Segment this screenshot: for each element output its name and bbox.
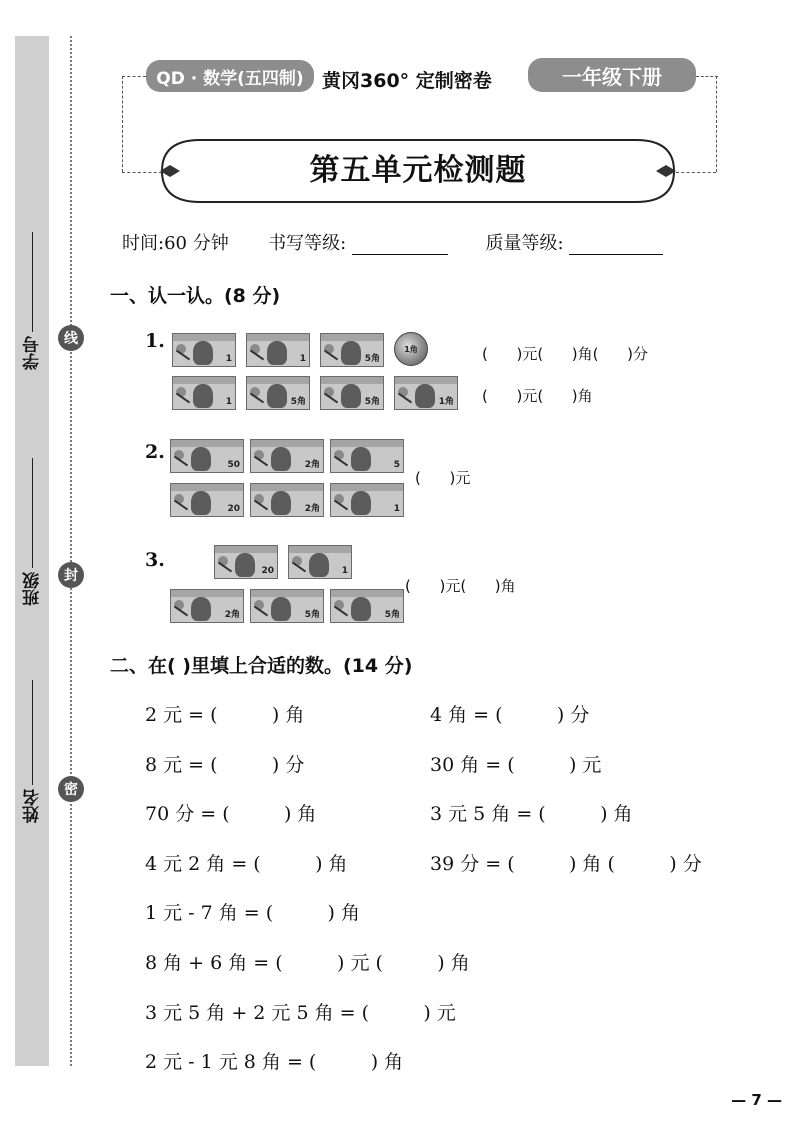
grade-pill: 一年级下册 [528, 58, 696, 92]
fill-blank-equation[interactable]: 3 元 5 角 + 2 元 5 角 = ( ) 元 [145, 1001, 456, 1024]
fill-blank-equation[interactable]: 3 元 5 角 = ( ) 角 [430, 803, 633, 826]
banknote-value: 5 [393, 460, 400, 470]
banknote-value: 1 [225, 397, 232, 407]
q1-number: 1. [145, 330, 165, 352]
banknote-image [246, 333, 310, 367]
name-line [32, 680, 33, 785]
header-dash-left-vertical [122, 76, 123, 172]
banknote-value: 1 [225, 354, 232, 364]
coin-value: 1角 [404, 344, 418, 354]
header-dash-left-bottom [122, 172, 162, 173]
banknote-image [250, 439, 324, 473]
banknote-value: 50 [227, 460, 240, 470]
banknote-image [320, 333, 384, 367]
q2-answer[interactable]: ( )元 [415, 469, 471, 487]
seal-mark-dense: 密 [58, 776, 84, 802]
student-id-field[interactable] [15, 232, 49, 370]
q2-number: 2. [145, 441, 165, 463]
banknote-image [170, 483, 244, 517]
fill-blank-equation[interactable]: 4 元 2 角 = ( ) 角 [145, 852, 348, 875]
banknote-value: 2角 [304, 460, 320, 470]
writing-grade-label: 书写等级: [268, 233, 347, 254]
cut-line [70, 36, 72, 1066]
banknote-value: 20 [261, 566, 274, 576]
banknote-value: 2角 [304, 504, 320, 514]
q1-row1-answer[interactable]: ( )元( )角( )分 [482, 345, 648, 363]
q3-answer[interactable]: ( )元( )角 [405, 577, 516, 595]
time-label: 时间:60 分钟 [122, 233, 229, 254]
seal-mark-seal: 封 [58, 562, 84, 588]
fill-blank-equation[interactable]: 2 元 - 1 元 8 角 = ( ) 角 [145, 1051, 404, 1074]
banknote-image [394, 376, 458, 410]
banknote-value: 5角 [364, 354, 380, 364]
seal-mark-line: 线 [58, 325, 84, 351]
banknote-value: 1 [341, 566, 348, 576]
fill-blank-equation[interactable]: 8 角 + 6 角 = ( ) 元 ( ) 角 [145, 952, 470, 974]
fill-blank-equation[interactable]: 1 元 - 7 角 = ( ) 角 [145, 902, 360, 925]
meta-line [122, 229, 663, 255]
banknote-image [288, 545, 352, 579]
brand-text: 黄冈360° 定制密卷 [322, 70, 492, 92]
banknote-value: 5角 [384, 610, 400, 620]
banknote-image [170, 439, 244, 473]
fill-blank-equation[interactable]: 2 元 = ( ) 角 [145, 704, 305, 726]
banknote-value: 5角 [364, 397, 380, 407]
banknote-image [330, 483, 404, 517]
banknote-image [250, 483, 324, 517]
fill-blank-equation[interactable]: 4 角 = ( ) 分 [430, 704, 590, 726]
series-pill: QD · 数学(五四制) [146, 60, 314, 92]
banknote-value: 1 [299, 354, 306, 364]
fill-blank-equation[interactable]: 8 元 = ( ) 分 [145, 753, 305, 776]
banknote-value: 20 [227, 504, 240, 514]
banknote-image [250, 589, 324, 623]
section2-heading: 二、在( )里填上合适的数。(14 分) [110, 655, 413, 677]
header-dash-right [696, 76, 718, 77]
class-label: 班级 [22, 572, 43, 606]
writing-grade-blank[interactable] [352, 234, 448, 255]
name-label: 姓名 [22, 789, 43, 823]
banknote-value: 2角 [224, 610, 240, 620]
header-dash-right-bottom [676, 172, 716, 173]
banknote-value: 1角 [438, 397, 454, 407]
student-id-label: 学号 [22, 336, 43, 370]
page-title: 第五单元检测题 [309, 153, 527, 188]
fill-blank-equation[interactable]: 39 分 = ( ) 角 ( ) 分 [430, 852, 702, 875]
class-line [32, 458, 33, 568]
banknote-image [330, 589, 404, 623]
banknote-value: 1 [393, 504, 400, 514]
banknote-image [246, 376, 310, 410]
quality-grade-label: 质量等级: [485, 233, 564, 254]
banknote-value: 5角 [304, 610, 320, 620]
student-id-line [32, 232, 33, 332]
banknote-image [330, 439, 404, 473]
banknote-image [320, 376, 384, 410]
fill-blank-equation[interactable]: 70 分 = ( ) 角 [145, 803, 317, 826]
page-number: — 7 — [731, 1091, 782, 1109]
banknote-value: 5角 [290, 397, 306, 407]
section1-heading: 一、认一认。(8 分) [110, 285, 281, 307]
quality-grade-blank[interactable] [569, 234, 663, 255]
fill-blank-equation[interactable]: 30 角 = ( ) 元 [430, 753, 602, 776]
header-dash-left [122, 76, 146, 77]
banknote-image [172, 333, 236, 367]
coin-image [394, 332, 428, 366]
name-field[interactable] [15, 680, 49, 823]
banknote-image [214, 545, 278, 579]
class-field[interactable] [15, 458, 49, 606]
banknote-image [172, 376, 236, 410]
banknote-image [170, 589, 244, 623]
header-dash-right-vertical [716, 76, 717, 172]
q1-row2-answer[interactable]: ( )元( )角 [482, 387, 593, 405]
q3-number: 3. [145, 549, 165, 571]
